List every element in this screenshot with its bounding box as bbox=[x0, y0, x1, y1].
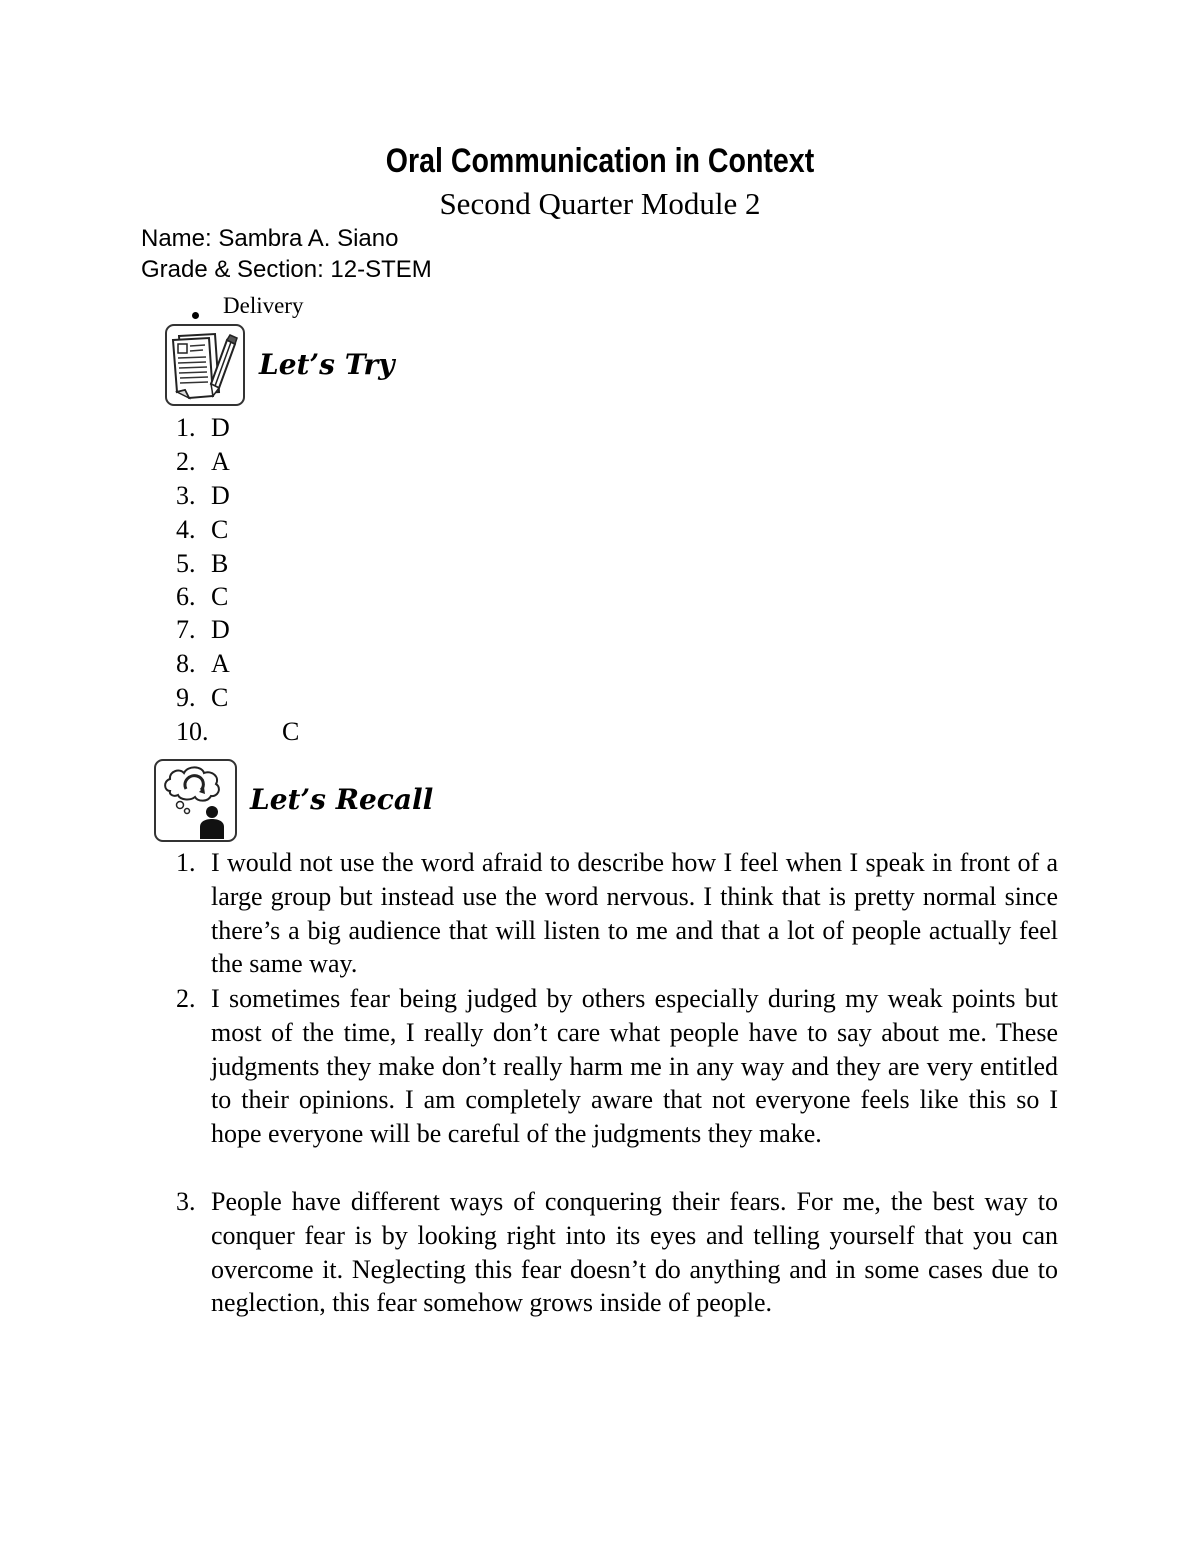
recall-answer-text: I sometimes fear being judged by others especially during my weak points but most of the time, I really don’t care what people have to say about me. These judgments they make don’t really harm me in any way and they are very entitled to their opinions. I am completely aware that not everyone feels like this so I hope everyone will be careful of the judgments they make. bbox=[211, 984, 1058, 1149]
thinking-person-icon bbox=[154, 759, 237, 842]
page-subtitle: Second Quarter Module 2 bbox=[439, 186, 761, 221]
answer-number: 4. bbox=[176, 515, 196, 544]
answer-value: C bbox=[211, 683, 229, 712]
answer-value: D bbox=[211, 413, 230, 442]
answer-value: D bbox=[211, 615, 230, 644]
answer-value: C bbox=[211, 515, 229, 544]
bullet-dot-icon bbox=[192, 312, 199, 319]
answer-value: D bbox=[211, 481, 230, 510]
answer-number: 1. bbox=[176, 413, 196, 442]
grade-section: Grade & Section: 12-STEM bbox=[141, 256, 432, 283]
answer-number: 5. bbox=[176, 549, 196, 578]
page-title: Oral Communication in Context bbox=[385, 142, 815, 180]
recall-answer-text: People have different ways of conquering their fears. For me, the best way to conquer fear is by looking right into its eyes and telling yourself that you can overcome it. Neglecting this fear doesn’t do anything and in some cases due to neglection, this fear somehow grows inside of people. bbox=[211, 1187, 1058, 1318]
recall-number: 2. bbox=[176, 984, 196, 1013]
partial-bullet-text: Delivery bbox=[223, 293, 304, 318]
recall-number: 1. bbox=[176, 848, 196, 877]
recall-number: 3. bbox=[176, 1187, 196, 1216]
answer-number: 3. bbox=[176, 481, 196, 510]
answer-number: 8. bbox=[176, 649, 196, 678]
answer-value: A bbox=[211, 649, 230, 678]
answer-number: 10. bbox=[176, 717, 209, 746]
answer-value: B bbox=[211, 549, 229, 578]
answer-value: C bbox=[282, 717, 300, 746]
student-name: Name: Sambra A. Siano bbox=[141, 225, 399, 252]
answer-number: 7. bbox=[176, 615, 196, 644]
recall-answer-text: I would not use the word afraid to describe how I feel when I speak in front of a large group but instead use the word nervous. I think that is pretty normal since there’s a big audience that will listen to me and that a lot of people actually feel the same way. bbox=[211, 848, 1058, 979]
list-item bbox=[176, 846, 1058, 981]
answer-number: 6. bbox=[176, 582, 196, 611]
answer-value: A bbox=[211, 447, 230, 476]
partial-bullet-item bbox=[150, 293, 450, 322]
answer-number: 9. bbox=[176, 683, 196, 712]
list-item bbox=[176, 1185, 1058, 1320]
lets-recall-heading: Let’s Recall bbox=[250, 783, 434, 816]
answer-number: 2. bbox=[176, 447, 196, 476]
answer-value: C bbox=[211, 582, 229, 611]
list-item bbox=[176, 982, 1058, 1151]
lets-try-heading: Let’s Try bbox=[259, 348, 395, 381]
worksheet-pencil-icon bbox=[165, 324, 245, 406]
